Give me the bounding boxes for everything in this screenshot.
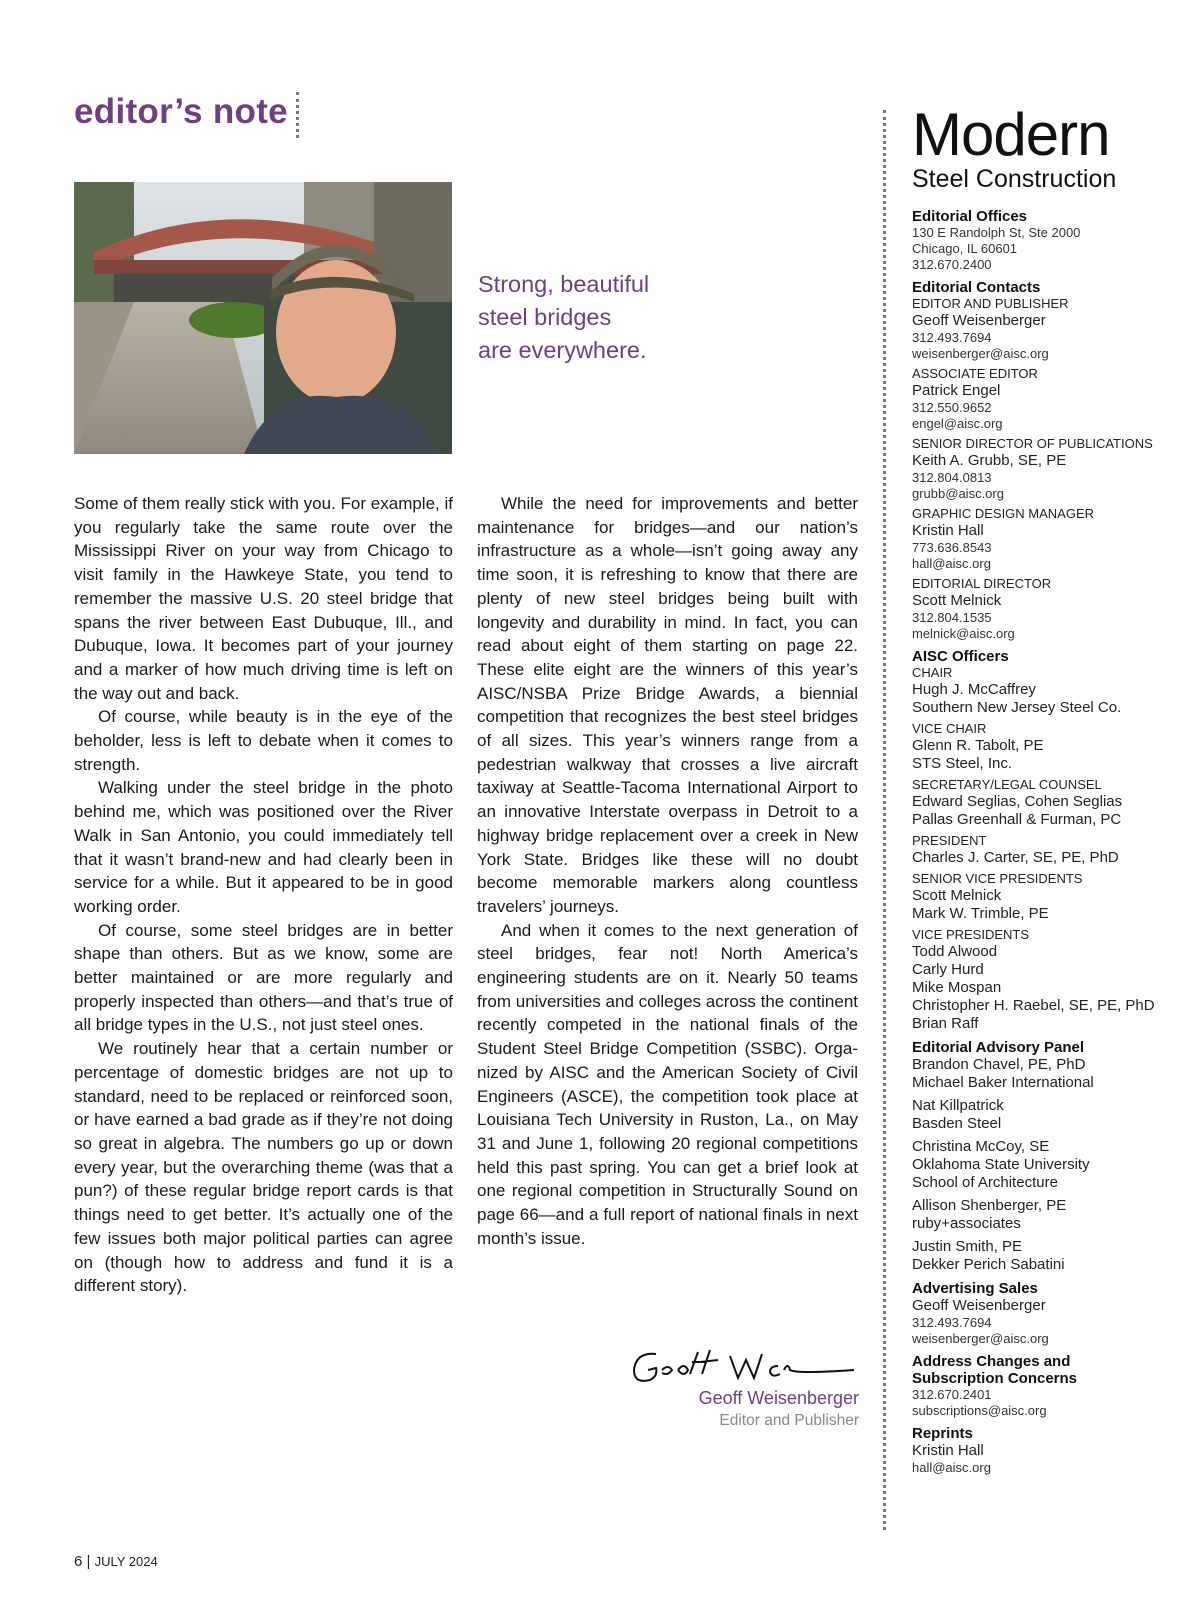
page-footer bbox=[74, 1553, 158, 1570]
masthead-heading: Address Changes and bbox=[912, 1353, 1071, 1370]
contact-name: Patrick Engel bbox=[912, 382, 1001, 399]
officer-name: Edward Seglias, Cohen Seglias bbox=[912, 793, 1123, 810]
contact-phone: 773.636.8543 bbox=[912, 540, 992, 555]
officer-role: PRESIDENT bbox=[912, 833, 987, 848]
officer-role: VICE PRESIDENTS bbox=[912, 927, 1030, 942]
contact-name: Kristin Hall bbox=[912, 1442, 984, 1459]
paragraph: While the need for improvements and better maintenance for bridges—and our nation’s infrastructure as a whole—isn’t going away any time soon, it is refreshing to know that there are plenty of new steel bridges being built with longevity and durability in mind. In fact, you can read about eight of them starting on page 22. These elite eight are the winners of this year’s AISC/NSBA Prize Bridge Awards, a biennial competition that recognizes the best steel bridges of all sizes. This year’s winners range from a pedestrian walkway that crosses a live aircraft taxiway at Seattle-Tacoma International Airport to an innovative Interstate overpass in Detroit to a highway bridge replacement over a creek in New York State. Bridges like these will no doubt become memorable markers along countless travelers’ journeys. bbox=[477, 494, 858, 916]
contact-role: EDITORIAL DIRECTOR bbox=[912, 576, 1052, 591]
magazine-logo-subtitle: Steel Construction bbox=[912, 165, 1117, 193]
contact-name: Scott Melnick bbox=[912, 592, 1002, 609]
panel-member-name: Justin Smith, PE bbox=[912, 1238, 1023, 1255]
contact-phone: 312.493.7694 bbox=[912, 330, 992, 345]
signature-title: Editor and Publisher bbox=[719, 1412, 859, 1429]
section-title: editor’s note bbox=[74, 92, 288, 131]
contact-name: Keith A. Grubb, SE, PE bbox=[912, 452, 1067, 469]
contact-role: ASSOCIATE EDITOR bbox=[912, 366, 1038, 381]
officer-name: Todd Alwood bbox=[912, 943, 998, 960]
contact-email[interactable]: hall@aisc.org bbox=[912, 1460, 991, 1475]
officer-role: SENIOR VICE PRESIDENTS bbox=[912, 871, 1083, 886]
contact-email[interactable]: grubb@aisc.org bbox=[912, 486, 1004, 501]
panel-member-name: Christina McCoy, SE bbox=[912, 1138, 1050, 1155]
masthead-heading: Editorial Contacts bbox=[912, 279, 1041, 296]
paragraph: Of course, while beauty is in the eye of the beholder, less is left to debate when it comes to strength. bbox=[74, 707, 453, 774]
contact-email[interactable]: weisenberger@aisc.org bbox=[912, 1331, 1049, 1346]
footer-separator: | bbox=[86, 1553, 91, 1570]
handwritten-signature bbox=[628, 1340, 858, 1390]
panel-member-name: Nat Killpatrick bbox=[912, 1097, 1004, 1114]
contact-role: SENIOR DIRECTOR OF PUBLICATIONS bbox=[912, 436, 1153, 451]
panel-member-affiliation: Dekker Perich Sabatini bbox=[912, 1256, 1065, 1273]
panel-member-affiliation: Michael Baker International bbox=[912, 1074, 1094, 1091]
magazine-logo: Modern bbox=[912, 101, 1110, 168]
masthead-heading: Advertising Sales bbox=[912, 1280, 1038, 1297]
pull-quote-line: Strong, beautiful bbox=[478, 271, 650, 297]
address-line: 130 E Randolph St, Ste 2000 bbox=[912, 225, 1081, 240]
paragraph: And when it comes to the next generation of steel bridges, fear not! North America’s engineering students are on it. Nearly 50 teams from universities and colleges across the continent recently competed in the national finals of the Student Steel Bridge Competition (SSBC). Organized by AISC and the American Society of Civil Engineers (ASCE), the competition took place at Louisiana Tech University in Ruston, La., on May 31 and June 1, following 20 regional competitions held this past spring. You can get a brief look at one regional competition in Structurally Sound on page 66—and a full report of national finals in next month’s issue. bbox=[477, 920, 858, 1248]
panel-member-name: Brandon Chavel, PE, PhD bbox=[912, 1056, 1086, 1073]
contact-email[interactable]: hall@aisc.org bbox=[912, 556, 991, 571]
masthead-heading: Reprints bbox=[912, 1425, 973, 1442]
sidebar-dotted-divider bbox=[883, 110, 889, 1530]
contact-name: Kristin Hall bbox=[912, 522, 984, 539]
officer-name: Mark W. Trimble, PE bbox=[912, 905, 1049, 922]
contact-name: Geoff Weisenberger bbox=[912, 1297, 1046, 1314]
officer-name: Christopher H. Raebel, SE, PE, PhD bbox=[912, 997, 1155, 1014]
officer-name: Scott Melnick bbox=[912, 887, 1002, 904]
contact-phone: 312.670.2401 bbox=[912, 1387, 992, 1402]
masthead-heading: AISC Officers bbox=[912, 648, 1009, 665]
pull-quote-line: steel bridges bbox=[478, 304, 612, 330]
officer-role: VICE CHAIR bbox=[912, 721, 987, 736]
masthead-heading: Subscription Concerns bbox=[912, 1370, 1078, 1387]
address-line: Chicago, IL 60601 bbox=[912, 241, 1018, 256]
paragraph: Of course, some steel bridges are in better shape than others. But as we know, some are better maintained or are more regularly and properly inspected than others—and that’s true of all bridge types in the U.S., not just steel ones. bbox=[74, 920, 453, 1035]
officer-name: Charles J. Carter, SE, PE, PhD bbox=[912, 849, 1119, 866]
contact-phone: 312.804.1535 bbox=[912, 610, 992, 625]
pull-quote-line: are everywhere. bbox=[478, 337, 647, 363]
officer-name: Glenn R. Tabolt, PE bbox=[912, 737, 1044, 754]
officer-role: CHAIR bbox=[912, 665, 953, 680]
contact-name: Geoff Weisenberger bbox=[912, 312, 1046, 329]
contact-email[interactable]: weisenberger@aisc.org bbox=[912, 346, 1049, 361]
body-column-left bbox=[74, 492, 453, 1298]
officer-role: SECRETARY/LEGAL COUNSEL bbox=[912, 777, 1102, 792]
paragraph: Walking under the steel bridge in the photo behind me, which was positioned over the River Walk in San Antonio, you could immediately tell that it wasn’t brand-new and had clearly been in service for a while. But it appeared to be in good working order. bbox=[74, 778, 453, 916]
panel-member-affiliation: ruby+associates bbox=[912, 1215, 1021, 1232]
panel-member-affiliation: Oklahoma State University bbox=[912, 1156, 1090, 1173]
officer-company: Southern New Jersey Steel Co. bbox=[912, 699, 1122, 716]
officer-name: Carly Hurd bbox=[912, 961, 984, 978]
contact-email[interactable]: melnick@aisc.org bbox=[912, 626, 1015, 641]
contact-phone: 312.493.7694 bbox=[912, 1315, 992, 1330]
masthead-heading: Editorial Advisory Panel bbox=[912, 1039, 1084, 1056]
panel-member-affiliation: School of Architecture bbox=[912, 1174, 1058, 1191]
contact-role: GRAPHIC DESIGN MANAGER bbox=[912, 506, 1095, 521]
contact-email[interactable]: engel@aisc.org bbox=[912, 416, 1003, 431]
editor-photo bbox=[74, 182, 452, 454]
issue-date: JULY 2024 bbox=[94, 1554, 158, 1569]
officer-name: Mike Mospan bbox=[912, 979, 1002, 996]
masthead-heading: Editorial Offices bbox=[912, 208, 1028, 225]
officer-name: Brian Raff bbox=[912, 1015, 979, 1032]
contact-phone: 312.804.0813 bbox=[912, 470, 992, 485]
body-column-right bbox=[477, 492, 858, 1251]
masthead bbox=[912, 101, 1197, 1476]
contact-role: EDITOR AND PUBLISHER bbox=[912, 296, 1069, 311]
contact-email[interactable]: subscriptions@aisc.org bbox=[912, 1403, 1047, 1418]
officer-company: STS Steel, Inc. bbox=[912, 755, 1013, 772]
title-dotted-rule bbox=[296, 92, 302, 138]
officer-company: Pallas Greenhall & Furman, PC bbox=[912, 811, 1122, 828]
page-number: 6 bbox=[74, 1553, 83, 1570]
pull-quote bbox=[478, 268, 778, 367]
phone-number: 312.670.2400 bbox=[912, 257, 992, 272]
panel-member-affiliation: Basden Steel bbox=[912, 1115, 1002, 1132]
officer-name: Hugh J. McCaffrey bbox=[912, 681, 1036, 698]
contact-phone: 312.550.9652 bbox=[912, 400, 992, 415]
masthead-listing bbox=[912, 208, 1197, 1476]
paragraph: We routinely hear that a certain number or percentage of domestic bridges are not up to standard, need to be replaced or reinforced soon, or have earned a bad grade as if they’re not doing so great in algebra. The numbers go up or down every year, but the overarching theme (was that a pun?) of these regular bridge report cards is that things need to get better. It’s actually one of the few issues both major political parties can agree on (though how to address and fund it is a different story). bbox=[74, 1039, 453, 1296]
signature-name: Geoff Weisenberger bbox=[698, 1388, 859, 1408]
panel-member-name: Allison Shenberger, PE bbox=[912, 1197, 1067, 1214]
paragraph: Some of them really stick with you. For example, if you regularly take the same route over the Mississippi River on your way from Chicago to visit family in the Hawkeye State, you tend to remember the massive U.S. 20 steel bridge that spans the river between East Dubuque, Ill., and Dubuque, Iowa. It becomes part of your journey and a marker of how much driving time is left on the way out and back. bbox=[74, 494, 453, 703]
